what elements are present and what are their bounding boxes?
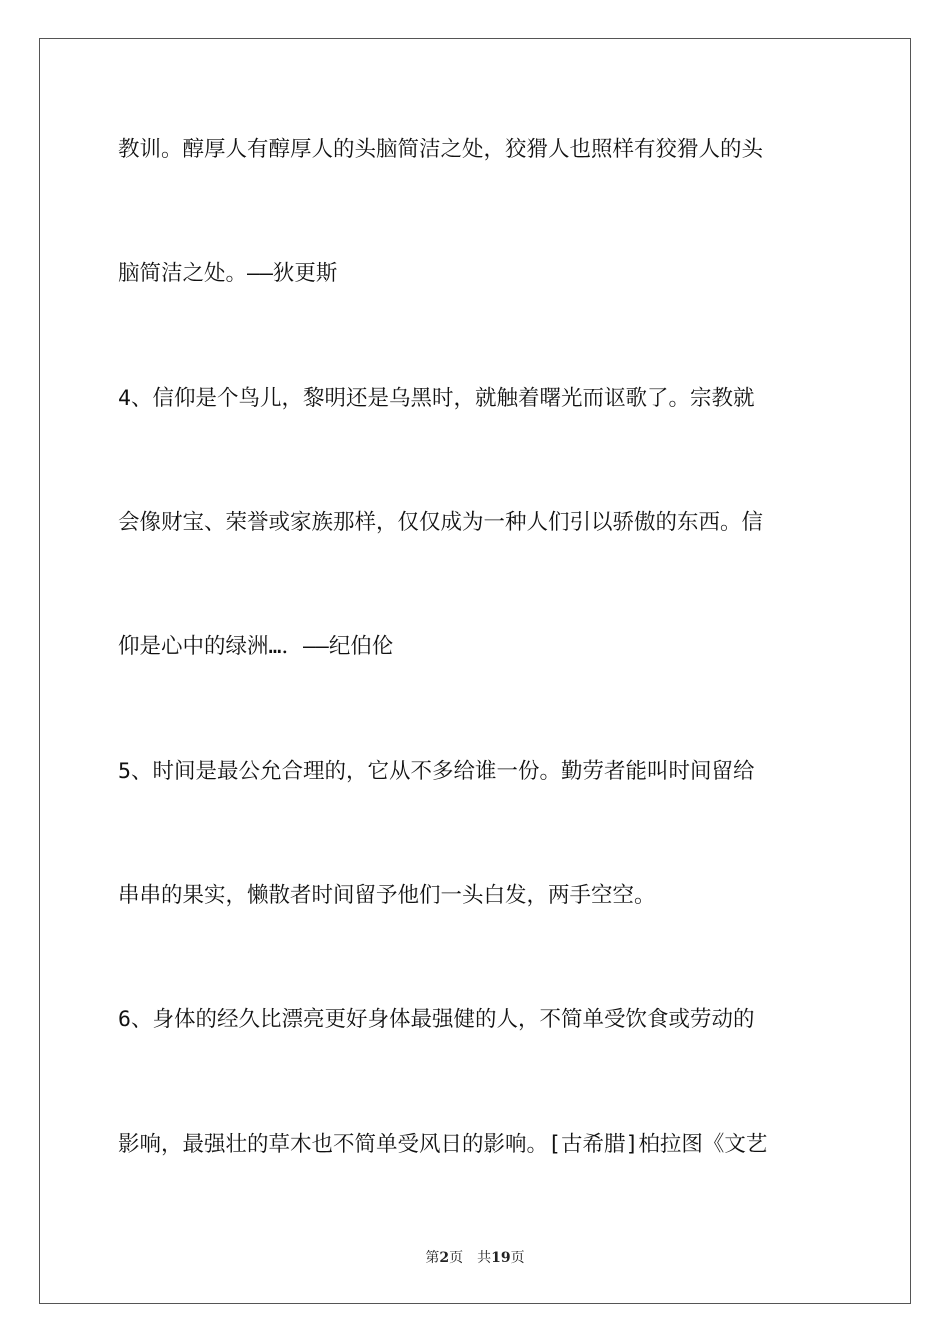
page-suffix: 页	[449, 1250, 464, 1266]
total-suffix: 页	[510, 1250, 525, 1266]
total-prefix: 共	[477, 1250, 492, 1266]
text-line-4: 会像财宝、荣誉或家族那样，仅仅成为一种人们引以骄傲的东西。信	[118, 510, 764, 535]
text-line-6: 5、时间是最公允合理的，它从不多给谁一份。勤劳者能叫时间留给	[118, 759, 755, 784]
page-border	[39, 38, 911, 1304]
text-line-9: 影响，最强壮的草木也不简单受风日的影响。[古希腊]柏拉图《文艺	[118, 1132, 768, 1157]
text-line-3: 4、信仰是个鸟儿，黎明还是乌黑时，就触着曙光而讴歌了。宗教就	[118, 386, 755, 411]
text-line-2: 脑简洁之处。——狄更斯	[118, 261, 338, 286]
page-footer	[0, 1248, 950, 1268]
text-line-1: 教训。醇厚人有醇厚人的头脑简洁之处，狡猾人也照样有狡猾人的头	[118, 137, 764, 162]
page-number: 2	[439, 1250, 450, 1266]
text-line-8: 6、身体的经久比漂亮更好身体最强健的人，不简单受饮食或劳动的	[118, 1007, 755, 1032]
text-line-7: 串串的果实，懒散者时间留予他们一头白发，两手空空。	[118, 883, 656, 908]
total-pages: 19	[491, 1250, 511, 1266]
page-prefix: 第	[425, 1250, 440, 1266]
text-line-5: 仰是心中的绿洲…．——纪伯伦	[118, 634, 394, 659]
